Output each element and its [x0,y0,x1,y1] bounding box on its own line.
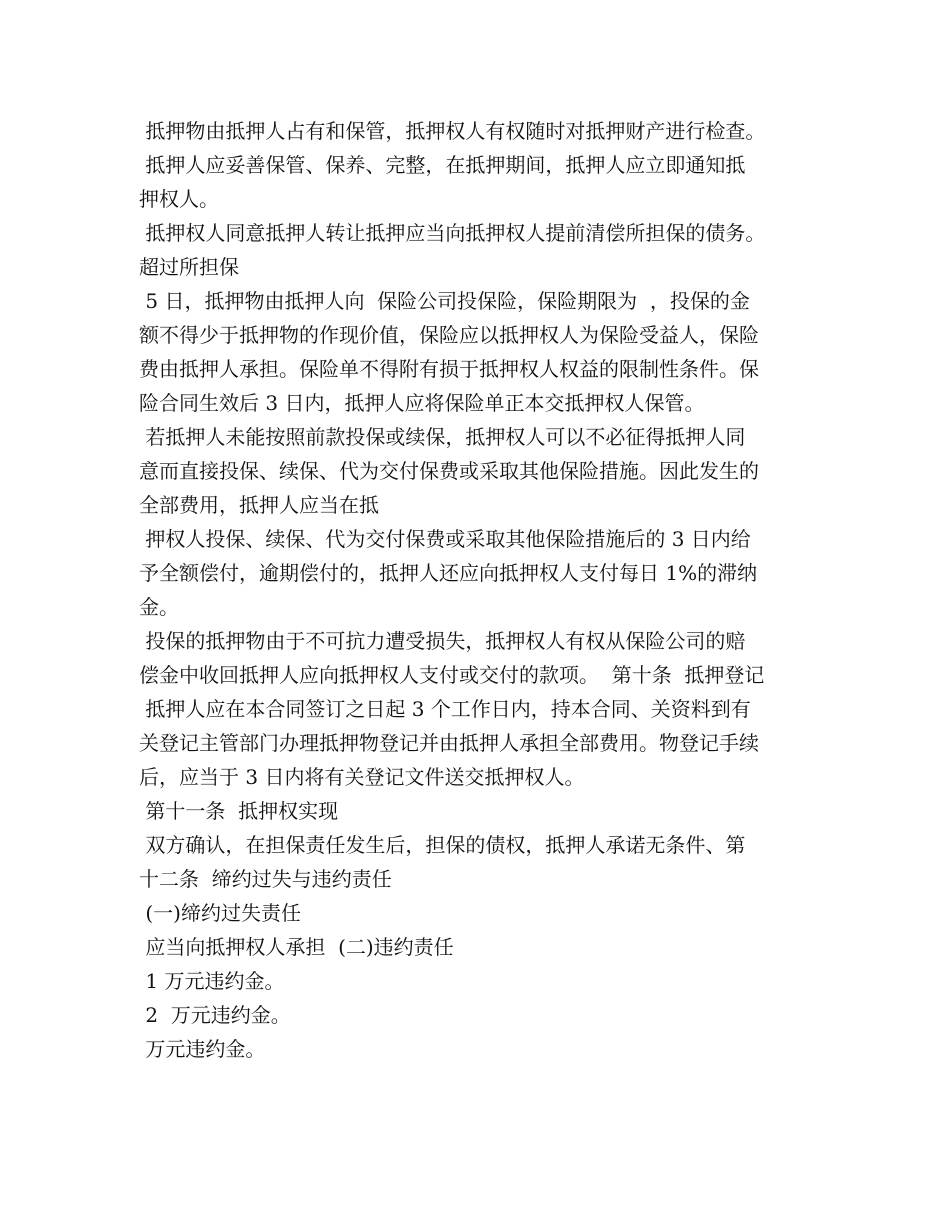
text-line: 意而直接投保、续保、代为交付保费或采取其他保险措施。因此发生的 [139,459,759,483]
text-line: 抵押物由抵押人占有和保管，抵押权人有权随时对抵押财产进行检查。 [139,119,766,143]
text-line: 2 万元违约金。 [139,1003,291,1027]
text-line: 双方确认，在担保责任发生后，担保的债权，抵押人承诺无条件、第 [139,833,746,857]
text-line: 万元违约金。 [139,1037,266,1061]
text-line: 予全额偿付，逾期偿付的，抵押人还应向抵押权人支付每日 1%的滞纳 [139,561,758,585]
text-line: 全部费用，抵押人应当在抵 [139,493,379,517]
text-line: 押权人投保、续保、代为交付保费或采取其他保险措施后的 3 日内给 [139,527,751,551]
text-line: 关登记主管部门办理抵押物登记并由抵押人承担全部费用。物登记手续 [139,731,759,755]
text-line: 额不得少于抵押物的作现价值，保险应以抵押权人为保险受益人，保险 [139,323,759,347]
text-line: 5 日，抵押物由抵押人向 保险公司投保险，保险期限为 ，投保的金 [139,289,750,313]
text-line: 应当向抵押权人承担 (二)违约责任 [139,935,454,959]
text-line: 1 万元违约金。 [139,969,285,993]
text-line: 抵押人应妥善保管、保养、完整，在抵押期间，抵押人应立即通知抵 [139,153,746,177]
text-line: 抵押人应在本合同签订之日起 3 个工作日内，持本合同、关资料到有 [139,697,751,721]
text-line: 押权人。 [139,187,219,211]
text-line: 险合同生效后 3 日内，抵押人应将保险单正本交抵押权人保管。 [139,391,705,415]
text-line: 超过所担保 [139,255,239,279]
text-line: 后，应当于 3 日内将有关登记文件送交抵押权人。 [139,765,585,789]
text-line: 若抵押人未能按照前款投保或续保，抵押权人可以不必征得抵押人同 [139,425,746,449]
text-line: (一)缔约过失责任 [139,901,301,925]
text-line: 投保的抵押物由于不可抗力遭受损失，抵押权人有权从保险公司的赔 [139,629,746,653]
text-line: 金。 [139,595,179,619]
text-line: 十二条 缔约过失与违约责任 [139,867,392,891]
text-line: 费由抵押人承担。保险单不得附有损于抵押权人权益的限制性条件。保 [139,357,759,381]
text-line: 抵押权人同意抵押人转让抵押应当向抵押权人提前清偿所担保的债务。 [139,221,766,245]
text-line: 偿金中收回抵押人应向抵押权人支付或交付的款项。 第十条 抵押登记 [139,663,765,687]
document-body [139,114,829,1066]
text-line: 第十一条 抵押权实现 [139,799,339,823]
